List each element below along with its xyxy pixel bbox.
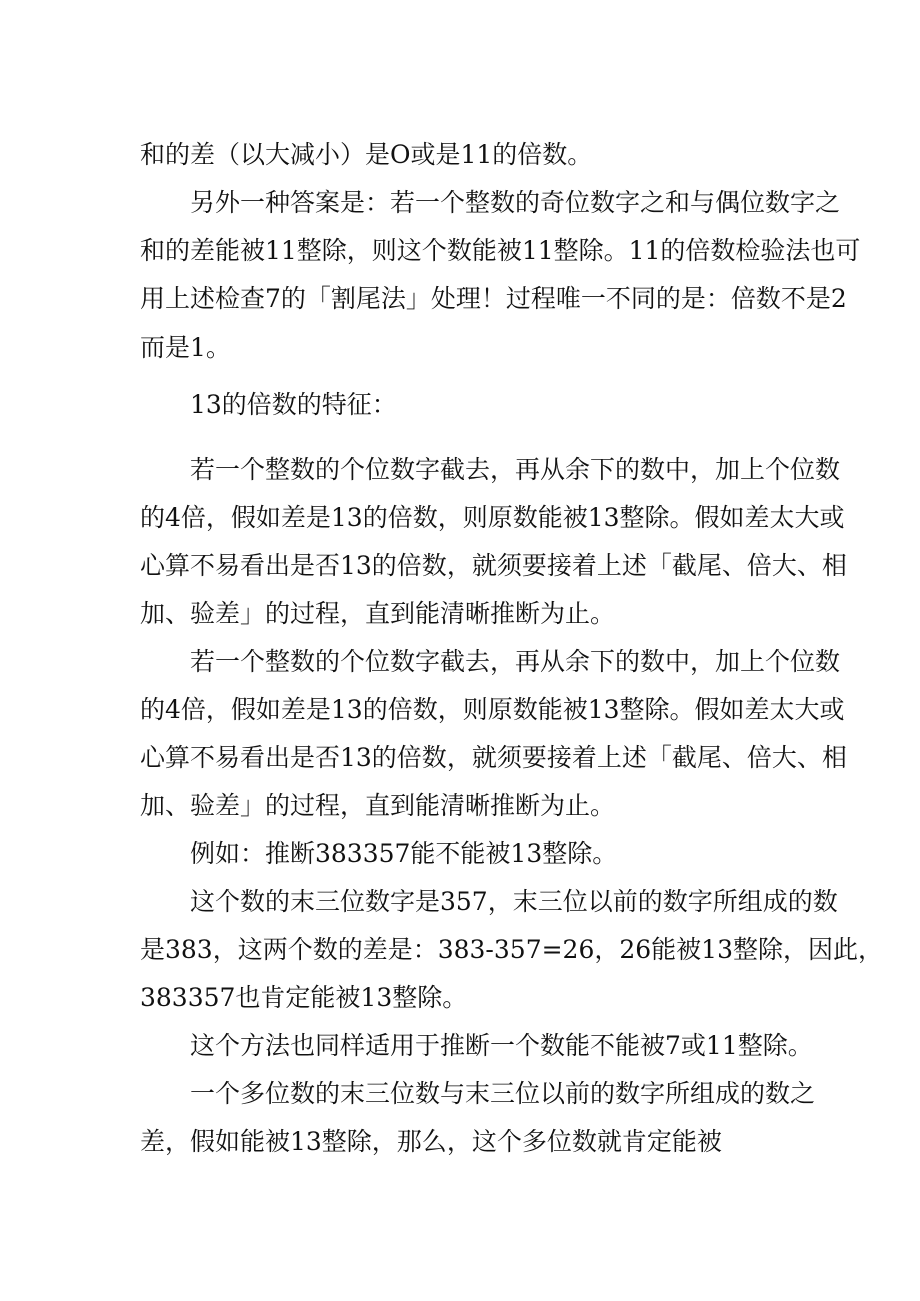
- text-line-20: 一个多位数的末三位数与末三位以前的数字所组成的数之: [190, 1079, 816, 1108]
- text-line-8: 的4倍，假如差是13的倍数，则原数能被13整除。假如差太大或: [140, 503, 845, 532]
- text-line-4: 用上述检查7的「割尾法」处理！过程唯一不同的是：倍数不是2: [140, 284, 847, 313]
- text-line-14: 加、验差」的过程，直到能清晰推断为止。: [140, 791, 616, 820]
- text-line-16: 这个数的末三位数字是357，末三位以前的数字所组成的数: [190, 887, 838, 916]
- text-line-7: 若一个整数的个位数字截去，再从余下的数中，加上个位数: [190, 455, 841, 484]
- text-line-11: 若一个整数的个位数字截去，再从余下的数中，加上个位数: [190, 647, 841, 676]
- text-line-10: 加、验差」的过程，直到能清晰推断为止。: [140, 599, 616, 628]
- text-line-17: 是383，这两个数的差是：383-357=26，26能被13整除，因此，: [140, 935, 883, 964]
- text-line-19: 这个方法也同样适用于推断一个数能不能被7或11整除。: [190, 1031, 813, 1060]
- text-line-3: 和的差能被11整除，则这个数能被11整除。11的倍数检验法也可: [140, 236, 861, 265]
- section-heading: 13的倍数的特征：: [190, 390, 397, 419]
- text-line-1: 和的差（以大减小）是O或是11的倍数。: [140, 140, 593, 169]
- text-line-18: 383357也肯定能被13整除。: [140, 983, 468, 1012]
- text-line-13: 心算不易看出是否13的倍数，就须要接着上述「截尾、倍大、相: [140, 743, 847, 772]
- text-line-12: 的4倍，假如差是13的倍数，则原数能被13整除。假如差太大或: [140, 695, 845, 724]
- text-line-21: 差，假如能被13整除，那么，这个多位数就肯定能被: [140, 1127, 722, 1156]
- example-line: 例如：推断383357能不能被13整除。: [190, 839, 618, 868]
- text-line-2: 另外一种答案是：若一个整数的奇位数字之和与偶位数字之: [190, 188, 841, 217]
- text-line-5: 而是1。: [140, 333, 231, 362]
- text-line-9: 心算不易看出是否13的倍数，就须要接着上述「截尾、倍大、相: [140, 551, 847, 580]
